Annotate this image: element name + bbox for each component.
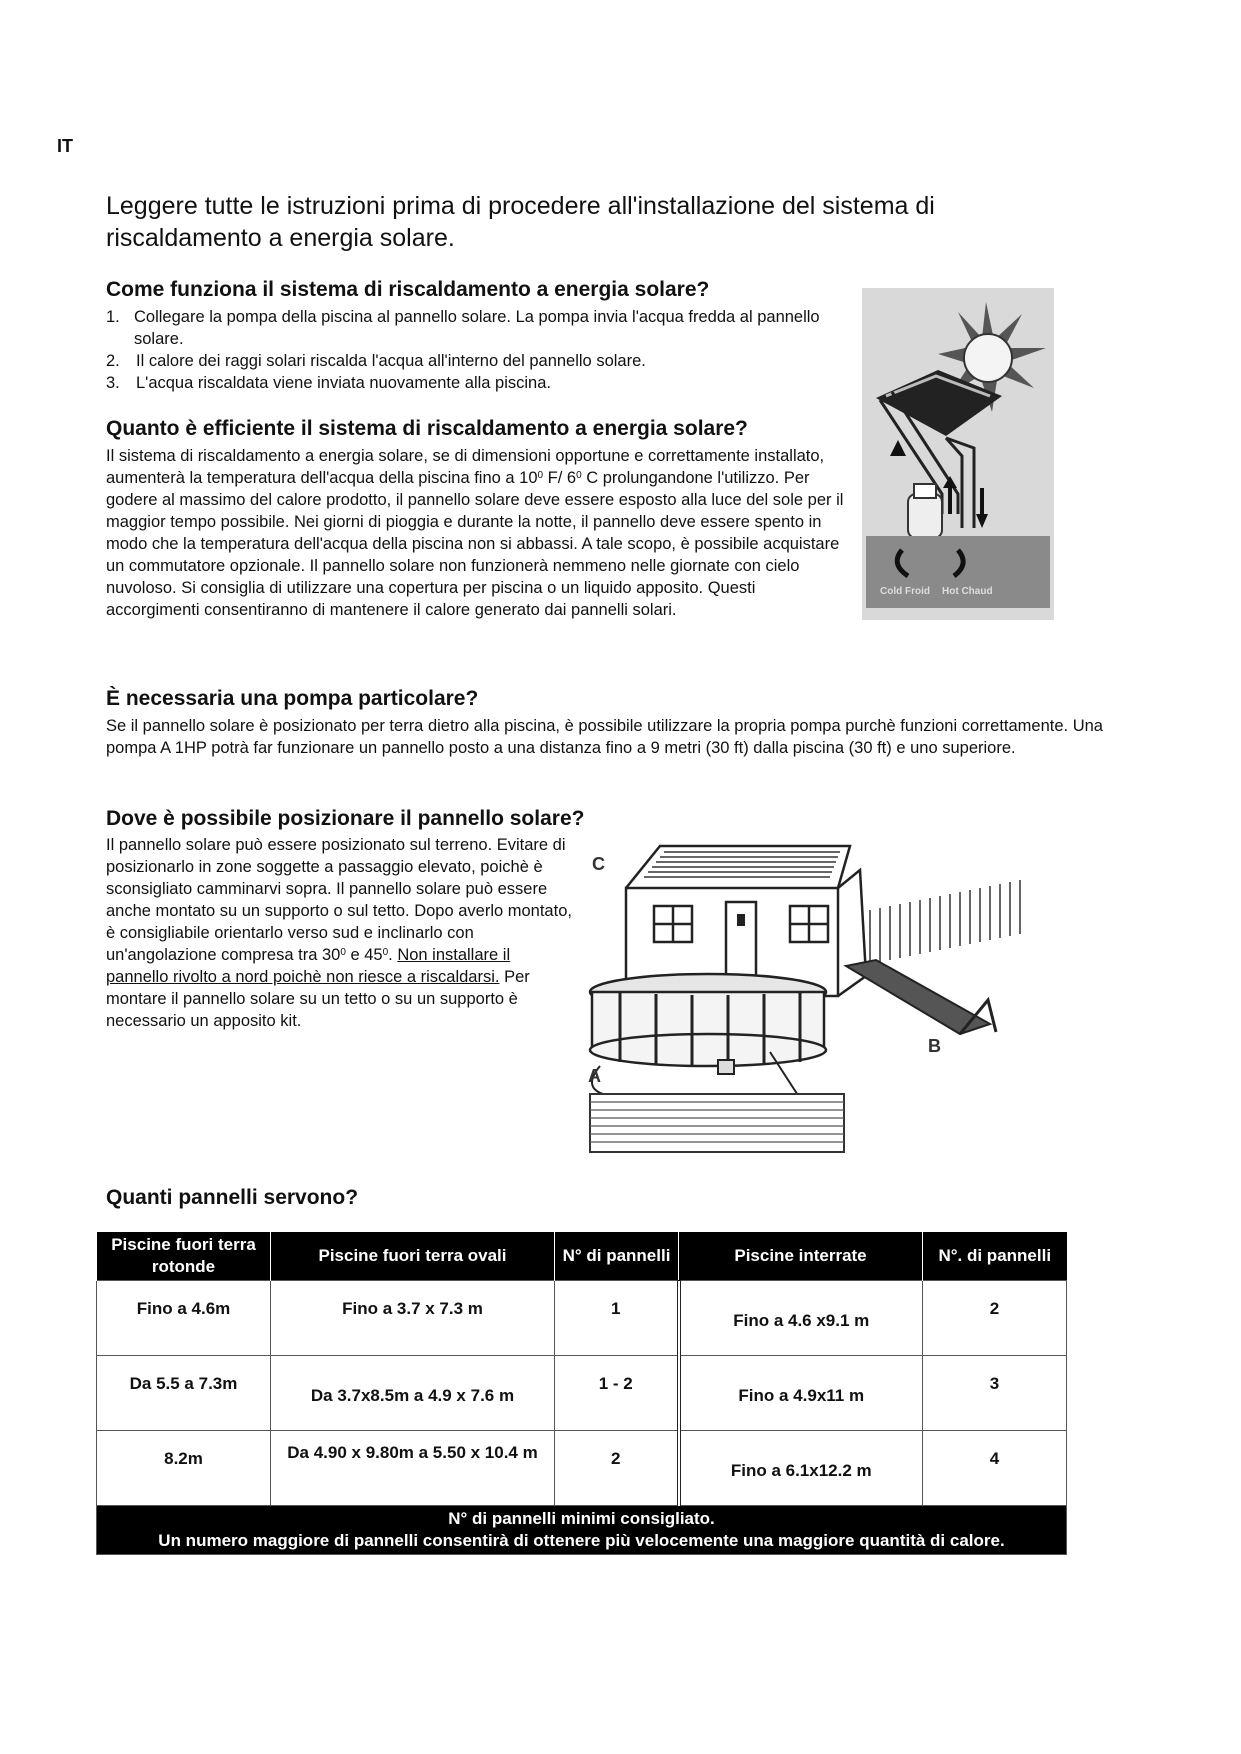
section-how-it-works <box>106 277 866 394</box>
section-position <box>106 834 576 1032</box>
tilted-panel-b-icon <box>846 960 996 1034</box>
list-text: Collegare la pompa della piscina al pannello solare. La pompa invia l'acqua fredda al pannello solare. <box>134 308 820 348</box>
hot-label: Hot Chaud <box>942 586 993 597</box>
table-cell: Da 3.7x8.5m a 4.9 x 7.6 m <box>271 1356 555 1431</box>
table-footer-cell <box>97 1506 1067 1555</box>
table-cell: Fino a 4.6m <box>97 1281 271 1356</box>
table-header-cell: N°. di pannelli <box>923 1232 1067 1281</box>
intro-text: Leggere tutte le istruzioni prima di procedere all'installazione del sistema di riscaldamento a energia solare. <box>106 192 935 252</box>
table-header-row <box>97 1232 1067 1281</box>
position-text-part4: Per montare il pannello solare su un tetto o su un supporto è necessario un apposito kit. <box>106 968 530 1030</box>
table-cell: 2 <box>555 1431 679 1506</box>
efficiency-text-part1: Il sistema di riscaldamento a energia solare, se di dimensioni opportune e correttamente installato, aumenterà la temperatura dell'acqua della piscina fino a 10 <box>106 447 825 487</box>
efficiency-paragraph <box>106 445 846 621</box>
pump-paragraph: Se il pannello solare è posizionato per terra dietro alla piscina, è possibile utilizzare la propria pompa purchè funzioni correttamente. Una pompa A 1HP potrà far funzionare un pannello posto a una distanza fino a 9 metri (30 ft) dalla piscina (30 ft) e uno superiore. <box>106 717 1103 757</box>
list-text: L'acqua riscaldata viene inviata nuovamente alla piscina. <box>136 374 551 392</box>
table-header-cell: Piscine interrate <box>679 1232 923 1281</box>
door-window-icon <box>737 914 745 926</box>
section-title-pump: È necessaria una pompa particolare? <box>106 687 479 710</box>
cold-label: Cold Froid <box>880 586 930 597</box>
section-title-panels-wrap <box>106 1185 358 1211</box>
table-cell: 3 <box>923 1356 1067 1431</box>
table-cell: Fino a 4.6 x9.1 m <box>679 1281 923 1356</box>
section-efficiency <box>106 416 846 621</box>
list-number: 3. <box>106 374 120 392</box>
panel-placement-diagram <box>580 840 1040 1162</box>
position-paragraph <box>106 834 576 1032</box>
table-cell: 2 <box>923 1281 1067 1356</box>
label-a: A <box>588 1066 601 1086</box>
table-cell: 4 <box>923 1431 1067 1506</box>
table-footer-row <box>97 1506 1067 1555</box>
list-number: 2. <box>106 352 120 370</box>
table-cell: Da 5.5 a 7.3m <box>97 1356 271 1431</box>
table-cell: 1 <box>555 1281 679 1356</box>
language-code: IT <box>57 136 73 156</box>
table-cell: 8.2m <box>97 1431 271 1506</box>
position-text-part2: e 45 <box>345 946 383 964</box>
table-row <box>97 1281 1067 1356</box>
label-c: C <box>592 854 605 874</box>
list-text: Il calore dei raggi solari riscalda l'acqua all'interno del pannello solare. <box>136 352 646 370</box>
degree-superscript: 0 <box>340 947 346 958</box>
section-title-how: Come funziona il sistema di riscaldamento a energia solare? <box>106 278 710 301</box>
pump-icon <box>908 484 942 538</box>
table-cell: Da 4.90 x 9.80m a 5.50 x 10.4 m <box>271 1431 555 1506</box>
table-cell: Fino a 4.9x11 m <box>679 1356 923 1431</box>
efficiency-text-part2: F/ 6 <box>543 469 577 487</box>
list-item <box>106 372 866 394</box>
table-row <box>97 1431 1067 1506</box>
table-header-cell: Piscine fuori terra ovali <box>271 1232 555 1281</box>
section-position-title-wrap <box>106 806 746 832</box>
list-item <box>106 350 866 372</box>
fence-icon <box>870 880 1020 968</box>
pump-icon <box>718 1060 734 1074</box>
table-row <box>97 1356 1067 1431</box>
list-item <box>106 306 866 350</box>
degree-superscript: 0 <box>576 470 582 481</box>
section-title-efficiency: Quanto è efficiente il sistema di riscaldamento a energia solare? <box>106 417 748 440</box>
table-header-cell: Piscine fuori terra rotonde <box>97 1232 271 1281</box>
table-header-cell: N° di pannelli <box>555 1232 679 1281</box>
section-title-position: Dove è possibile posizionare il pannello solare? <box>106 807 585 830</box>
label-b: B <box>928 1036 941 1056</box>
footer-line-2: Un numero maggiore di pannelli consentirà di ottenere più velocemente una maggiore quantità di calore. <box>158 1531 1005 1550</box>
solar-flow-diagram <box>862 288 1054 620</box>
table-cell: 1 - 2 <box>555 1356 679 1431</box>
table-cell: Fino a 3.7 x 7.3 m <box>271 1281 555 1356</box>
section-pump <box>106 686 1156 759</box>
section-title-panels: Quanti pannelli servono? <box>106 1186 359 1209</box>
position-warning: Non installare il pannello rivolto a nord poichè non riesce a riscaldarsi. <box>106 946 511 986</box>
degree-superscript: 0 <box>382 947 389 958</box>
table-cell: Fino a 6.1x12.2 m <box>679 1431 923 1506</box>
pool-icon <box>590 974 826 1066</box>
degree-superscript: 0 <box>537 470 544 481</box>
panels-table <box>96 1232 1067 1555</box>
efficiency-text-part3: C prolungandone l'utilizzo. Per godere al massimo del calore prodotto, il pannello solare deve essere esposto alla luce del sole per il maggior tempo possibile. Nei giorni di pioggia e durante la notte, il pannello deve essere spento in modo che la temperatura dell'acqua della piscina non si abbassi. A tale scopo, è possibile acquistare un commutatore opzionale. Il pannello solare non funzionerà nemmeno nelle giornate con cielo nuvoloso. Si consiglia di utilizzare una copertura per piscina o un liquido apposito. Questi accorgimenti consentiranno di mantenere il calore generato dai pannelli solari. <box>106 469 844 619</box>
footer-line-1: N° di pannelli minimi consigliato. <box>448 1509 715 1528</box>
position-text-part1: Il pannello solare può essere posizionato sul terreno. Evitare di posizionarlo in zone soggette a passaggio elevato, poichè è sconsigliato camminarvi sopra. Il pannello solare può essere anche montato su un supporto o sul tetto. Dopo averlo montato, è consigliabile orientarlo verso sud e inclinarlo con un'angolazione compresa tra 30 <box>106 836 572 964</box>
position-text-part3: . <box>388 946 398 964</box>
list-number: 1. <box>106 308 120 326</box>
ground-panel-a-icon <box>590 1094 844 1152</box>
roof-panel-lines <box>644 852 840 877</box>
